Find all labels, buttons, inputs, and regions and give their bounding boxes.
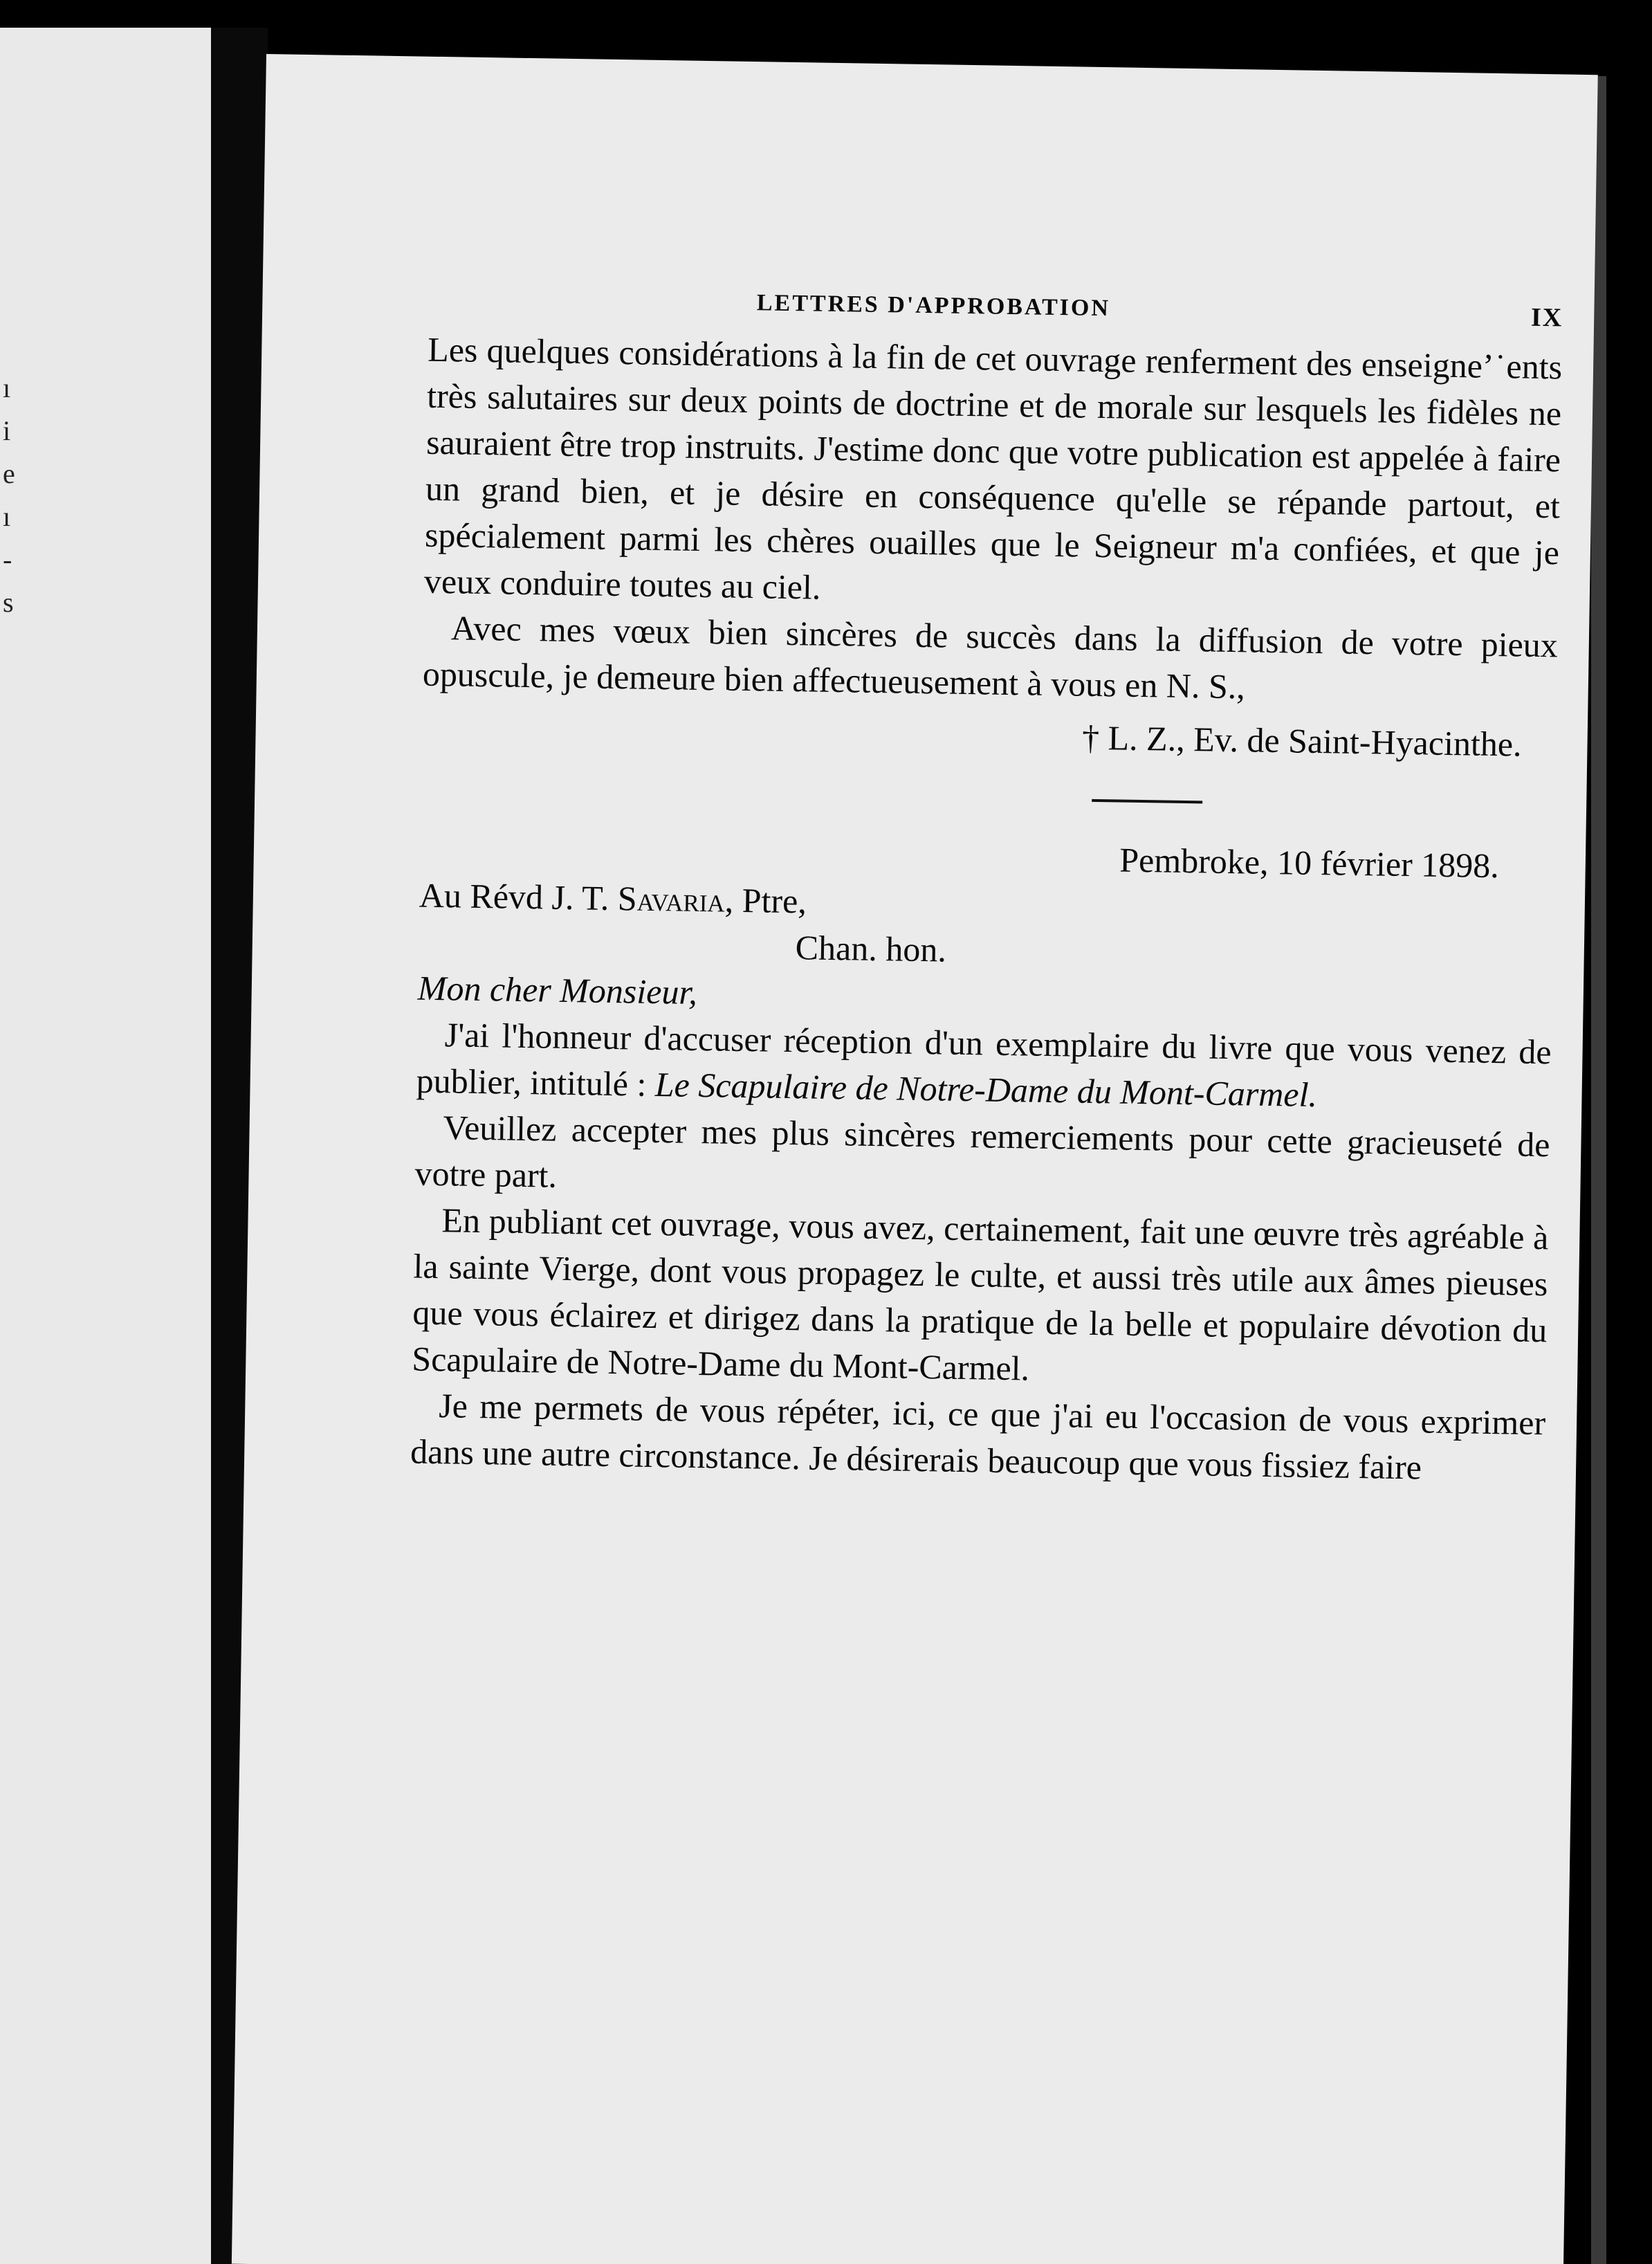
addressee-prefix: Au Révd J. T. [419,875,618,918]
fragment: - [3,544,12,575]
facing-page-edge [0,28,211,2264]
running-title: LETTRES D'APPROBATION [756,290,1111,322]
fragment: ı [3,501,11,532]
page-number: IX [1530,302,1563,333]
letter2-salutation: Mon cher Monsieur, [417,968,698,1012]
page-stack-edge [1591,76,1606,2264]
facing-page-text-fragments [3,367,17,624]
section-divider [1092,799,1202,804]
letter1-signature: † L. Z., Ev. de Saint-Hyacinthe. [1081,718,1522,764]
paragraph-1-text: J'ai l'honneur d'accuser réception d'un exemplaire du livre que vous venez de publier, intitulé : [416,1015,1552,1104]
fragment: e [3,458,15,489]
letter2-paragraph-4: Je me permets de vous répéter, ici, ce que j'ai eu l'occasion de vous exprimer dans une autre circonstance. Je désirerais beaucoup que vous fissiez faire [410,1386,1546,1487]
letter2-addressee-title: Chan. hon. [795,928,947,969]
printed-page [232,54,1598,2264]
fragment: ı [3,372,11,403]
addressee-name: Savaria [617,879,726,920]
fragment: i [3,415,11,446]
letter2-paragraph-2: Veuillez accepter mes plus sincères remerciements pour cette gracieuseté de votre part. [414,1108,1550,1195]
body-text [410,327,1563,1493]
addressee-suffix: , Ptre, [724,880,807,921]
letter1-paragraph-1: Les quelques considérations à la fin de cet ouvrage renferment des enseigneʼ˙ents très salutaires sur deux points de doctrine et de morale sur lesquels les fidèles ne sauraient être trop instruits. J'estime donc que votre publication est appelée à faire un grand bien, et je désire en conséquence qu'elle se répande partout, et spécialement parmi les chères ouailles que le Seigneur m'a confiées, et que je veux conduire toutes au ciel. [423,329,1563,607]
letter2-dateline: Pembroke, 10 février 1898. [1119,840,1500,886]
letter2-paragraph-3: En publiant cet ouvrage, vous avez, certainement, fait une œuvre très agréable à la sainte Vierge, dont vous propagez le culte, et aussi très utile aux âmes pieuses que vous éclairez et dirigez dans la pratique de la belle et populaire dévotion du Scapulaire de Notre-Dame du Mont-Carmel. [411,1201,1549,1388]
letter2-paragraph-1 [416,1012,1552,1122]
book-title: Le Scapulaire de Notre-Dame du Mont-Carmel. [654,1065,1318,1115]
letter1-paragraph-2: Avec mes vœux bien sincères de succès dans la diffusion de votre pieux opuscule, je demeure bien affectueusement à vous en N. S., [422,608,1559,706]
fragment: s [3,587,14,618]
